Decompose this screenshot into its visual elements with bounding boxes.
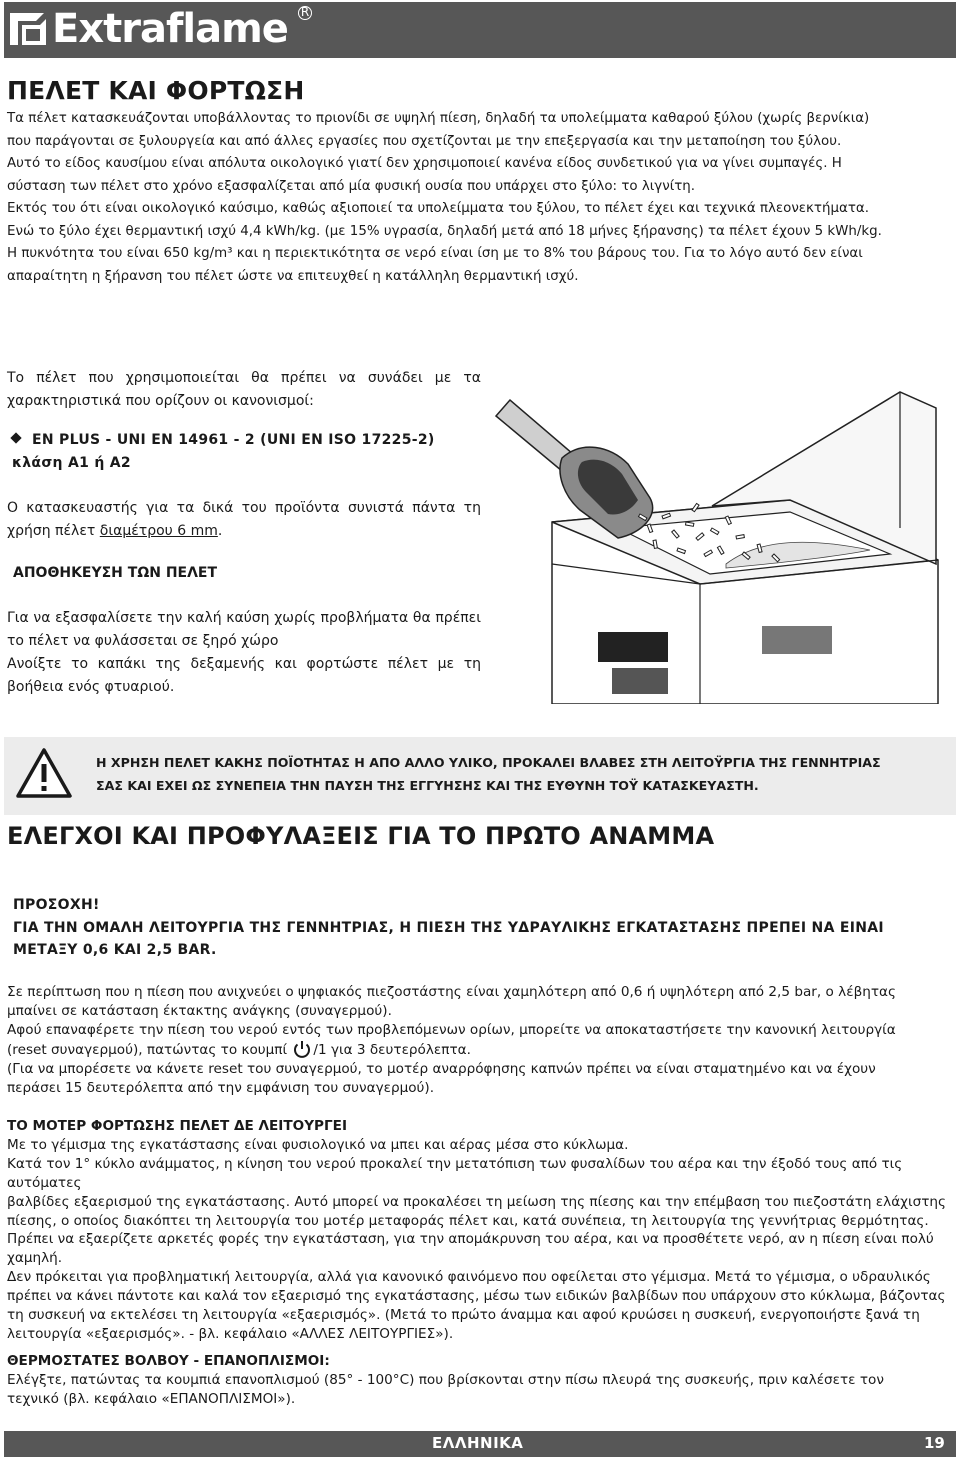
warning-line: ΣΑΣ ΚΑΙ ΕΧΕΙ ΩΣ ΣΥΝΕΠΕΙΑ ΤΗΝ ΠΑΥΣΗ ΤΗΣ ΕΓΓΥΗΣΗΣ ΚΑΙ ΤΗΣ ΕΥΘΥΝΗ ΤΟΫ ΚΑΤΑΣΚΕΥΑΣΤΗ. (96, 777, 759, 793)
storage-title: ΑΠΟΘΗΚΕΥΣΗ ΤΩΝ ΠΕΛΕΤ (13, 565, 218, 581)
storage-text-1: Για να εξασφαλίσετε την καλή καύση χωρίς προβλήματα θα πρέπει το πέλετ να φυλάσσεται σε ξηρό χώρο (7, 610, 481, 649)
caution-block (13, 894, 953, 962)
reset-line (7, 1040, 957, 1060)
warning-text (96, 752, 946, 797)
norm-standard: EN PLUS - UNI EN 14961 - 2 (UNI EN ISO 17225-2) (32, 432, 435, 448)
norm-class: κλάση A1 ή A2 (12, 455, 131, 471)
pressure-line: (Για να μπορέσετε να κάνετε reset του συναγερμού, το μοτέρ αναρρόφησης καπνών πρέπει να είναι σταματημένο και να έχουν (7, 1060, 876, 1077)
motor-line: χαμηλή. (7, 1250, 63, 1267)
pressure-line: Σε περίπτωση που η πίεση που ανιχνεύει ο ψηφιακός πιεζοστάστης είναι χαμηλότερη από 0,6 ή υψηλότερη από 2,5 bar, ο λέβητας (7, 984, 896, 1000)
power-button-icon (291, 1040, 313, 1058)
thermostat-section (7, 1352, 957, 1409)
intro-line: απαραίτητη η ξήρανση του πέλετ ώστε να επιτευχθεί η κατάλληλη θερμαντική ισχύ. (7, 268, 579, 284)
motor-section (7, 1117, 957, 1344)
caution-title: ΠΡΟΣΟΧΗ! (13, 897, 100, 913)
motor-title: ΤΟ ΜΟΤΕΡ ΦΟΡΤΩΣΗΣ ΠΕΛΕΤ ΔΕ ΛΕΙΤΟΥΡΓΕΙ (7, 1118, 348, 1134)
pressure-line: μπαίνει σε κατάσταση έκτακτης ανάγκης (συναγερμού). (7, 1002, 392, 1019)
motor-line: Δεν πρόκειται για προβληματική λειτουργία, αλλά για κανονικό φαινόμενο που οφείλεται στο γέμισμα. Μετά το γέμισμα, ο υδραυλικός (7, 1269, 931, 1286)
diameter-recommendation (7, 497, 481, 543)
intro-line: Τα πέλετ κατασκευάζονται υποβάλλοντας το πριονίδι σε υψηλή πίεση, δηλαδή τα υπολείμματα καθαρού ξύλου (χωρίς βερνίκια) (7, 111, 870, 126)
diameter-period: . (217, 523, 223, 539)
motor-line: τη συσκευή να εκτελέσει τη λειτουργία «εξαερισμός». (Μετά το πρώτο άναμμα και αφού κρυώσει η συσκευή, ενεργοποιήστε ξανά τη (7, 1307, 920, 1324)
reset-text: (reset συναγερμού), πατώντας το κουμπί (7, 1041, 292, 1058)
page-number: 19 (924, 1434, 945, 1452)
caution-line: ΓΙΑ ΤΗΝ ΟΜΑΛΗ ΛΕΙΤΟΥΡΓΙΑ ΤΗΣ ΓΕΝΝΗΤΡΙΑΣ, Η ΠΙΕΣΗ ΤΗΣ ΥΔΡΑΥΛΙΚΗΣ ΕΓΚΑΤΑΣΤΑΣΗΣ ΠΡΕΠΕΙ ΝΑ ΕΙΝΑΙ (13, 919, 884, 936)
diameter-value: διαμέτρου 6 mm (99, 523, 218, 539)
reset-text-end: /1 για 3 δευτερόλεπτα. (313, 1041, 471, 1058)
storage-text-2: Ανοίξτε το καπάκι της δεξαμενής και φορτώστε πέλετ με τη βοήθεια ενός φτυαριού. (7, 656, 481, 695)
motor-line: πρέπει να κάνει πάντοτε και καλά τον εξαερισμό της εγκατάστασης, μέσω των ειδικών βαλβίδων που υπάρχουν στο κύκλωμα, βάζοντας (7, 1288, 946, 1305)
motor-line: βαλβίδες εξαερισμού της εγκατάστασης. Αυτό μπορεί να προκαλέσει τη μείωση της πίεσης και την επέμβαση του πιεζοστάτη ελάχιστης (7, 1193, 947, 1210)
norm-intro: Το πέλετ που χρησιμοποιείται θα πρέπει να συνάδει με τα χαρακτηριστικά που ορίζουν οι κανονισμοί: (7, 370, 481, 409)
section-title-pellet: ΠΕΛΕΤ ΚΑΙ ΦΟΡΤΩΣΗ (7, 76, 305, 105)
logo-mark-icon (6, 7, 50, 51)
brand-logo (6, 4, 288, 54)
intro-line: Η πυκνότητα του είναι 650 kg/m³ και η περιεκτικότητα σε νερό είναι ίση με το 8% του βάρους του. Για το λόγο αυτό δεν είναι (7, 246, 863, 261)
intro-line: Αυτό το είδος καυσίμου είναι απόλυτα οικολογικό γιατί δεν χρησιμοποιεί κανένα είδος συνδετικού για να γίνει συμπαγές. Η (7, 156, 842, 171)
caution-line: ΜΕΤΑΞΥ 0,6 ΚΑΙ 2,5 BAR. (13, 942, 217, 958)
intro-paragraph (7, 108, 957, 288)
brand-name: Extraflame (52, 6, 288, 52)
thermostat-line: τεχνικό (βλ. κεφάλαιο «ΕΠΑΝΟΠΛΙΣΜΟΙ»). (7, 1390, 296, 1407)
motor-line: Πρέπει να εξαερίζετε αρκετές φορές την εγκατάσταση, για την απομάκρυνση του αέρα, και να προσθέτετε νερό, αν η πίεση είναι πολύ (7, 1231, 934, 1248)
diameter-text: Ο κατασκευαστής για τα δικά του προϊόντα συνιστά πάντα τη χρήση πέλετ (7, 500, 481, 539)
registered-mark: R (298, 6, 312, 20)
thermostat-line: Ελέγξτε, πατώντας τα κουμπιά επανοπλισμού (85° - 100°C) που βρίσκονται στην πίσω πλευρά της συσκευής, πριν καλέσετε τον (7, 1371, 884, 1388)
norm-bullet (12, 432, 435, 448)
thermostat-title: ΘΕΡΜΟΣΤΑΤΕΣ ΒΟΛΒΟΥ - ΕΠΑΝΟΠΛΙΣΜΟΙ: (7, 1353, 330, 1369)
pressure-line: περάσει 15 δευτερόλεπτα από την εμφάνιση του συναγερμού). (7, 1079, 435, 1096)
intro-line: σύσταση των πέλετ στο χρόνο εξασφαλίζεται από μία φυσική ουσία που υπάρχει στο ξύλο: το λιγνίτη. (7, 178, 696, 194)
warning-line: Η ΧΡΗΣΗ ΠΕΛΕΤ ΚΑΚΗΣ ΠΟΪΟΤΗΤΑΣ Η ΑΠΟ ΑΛΛΟ ΥΛΙΚΟ, ΠΡΟΚΑΛΕΙ ΒΛΑΒΕΣ ΣΤΗ ΛΕΙΤΟΫΡΓΙΑ ΤΗΣ ΓΕΝΝΗΤΡΙΑΣ (96, 755, 881, 770)
intro-line: που παράγονται σε ξυλουργεία και από άλλες εργασίες που σχετίζονται με την επεξεργασία και την μεταποίηση του ξύλου. (7, 133, 842, 149)
pressure-line: Αφού επαναφέρετε την πίεση του νερού εντός των προβλεπόμενων ορίων, μπορείτε να αποκαταστήσετε την κανονική λειτουργία (7, 1021, 896, 1038)
pressure-paragraph (7, 983, 957, 1097)
footer-language: ΕΛΛΗΝΙΚΑ (432, 1434, 524, 1452)
intro-line: Ενώ το ξύλο έχει θερμαντική ισχύ 4,4 kWh/kg. (με 15% υγρασία, δηλαδή μετά από 18 μήνες ξήρανσης) τα πέλετ έχουν 5 kWh/kg. (7, 223, 882, 239)
intro-line: Εκτός του ότι είναι οικολογικό καύσιμο, καθώς αξιοποιεί τα υπολείμματα του ξύλου, το πέλετ έχει και τεχνικά πλεονεκτήματα. (7, 201, 869, 216)
warning-triangle-icon (14, 746, 74, 800)
pellet-loading-illustration (490, 388, 960, 704)
motor-line: λειτουργία «εξαερισμός». - βλ. κεφάλαιο «ΑΛΛΕΣ ΛΕΙΤΟΥΡΓΙΕΣ»). (7, 1325, 454, 1342)
diamond-bullet-icon (10, 432, 21, 443)
section-title-first-ignition: ΕΛΕΓΧΟΙ ΚΑΙ ΠΡΟΦΥΛΑΞΕΙΣ ΓΙΑ ΤΟ ΠΡΩΤΟ ΑΝΑΜΜΑ (7, 822, 715, 850)
motor-line: Με το γέμισμα της εγκατάστασης είναι φυσιολογικό να μπει και αέρας μέσα στο κύκλωμα. (7, 1136, 629, 1153)
motor-line: πίεσης, ο οποίος διακόπτει τη λειτουργία του μοτέρ μεταφοράς πέλετ και, κατά συνέπεια, τη λειτουργία της γεννήτριας θερμότητας. (7, 1212, 929, 1229)
motor-line: Κατά τον 1° κύκλο ανάμματος, η κίνηση του νερού προκαλεί την μετατόπιση των φυσαλίδων του αέρα και την έξοδό τους από τις αυτόματες (7, 1155, 903, 1191)
